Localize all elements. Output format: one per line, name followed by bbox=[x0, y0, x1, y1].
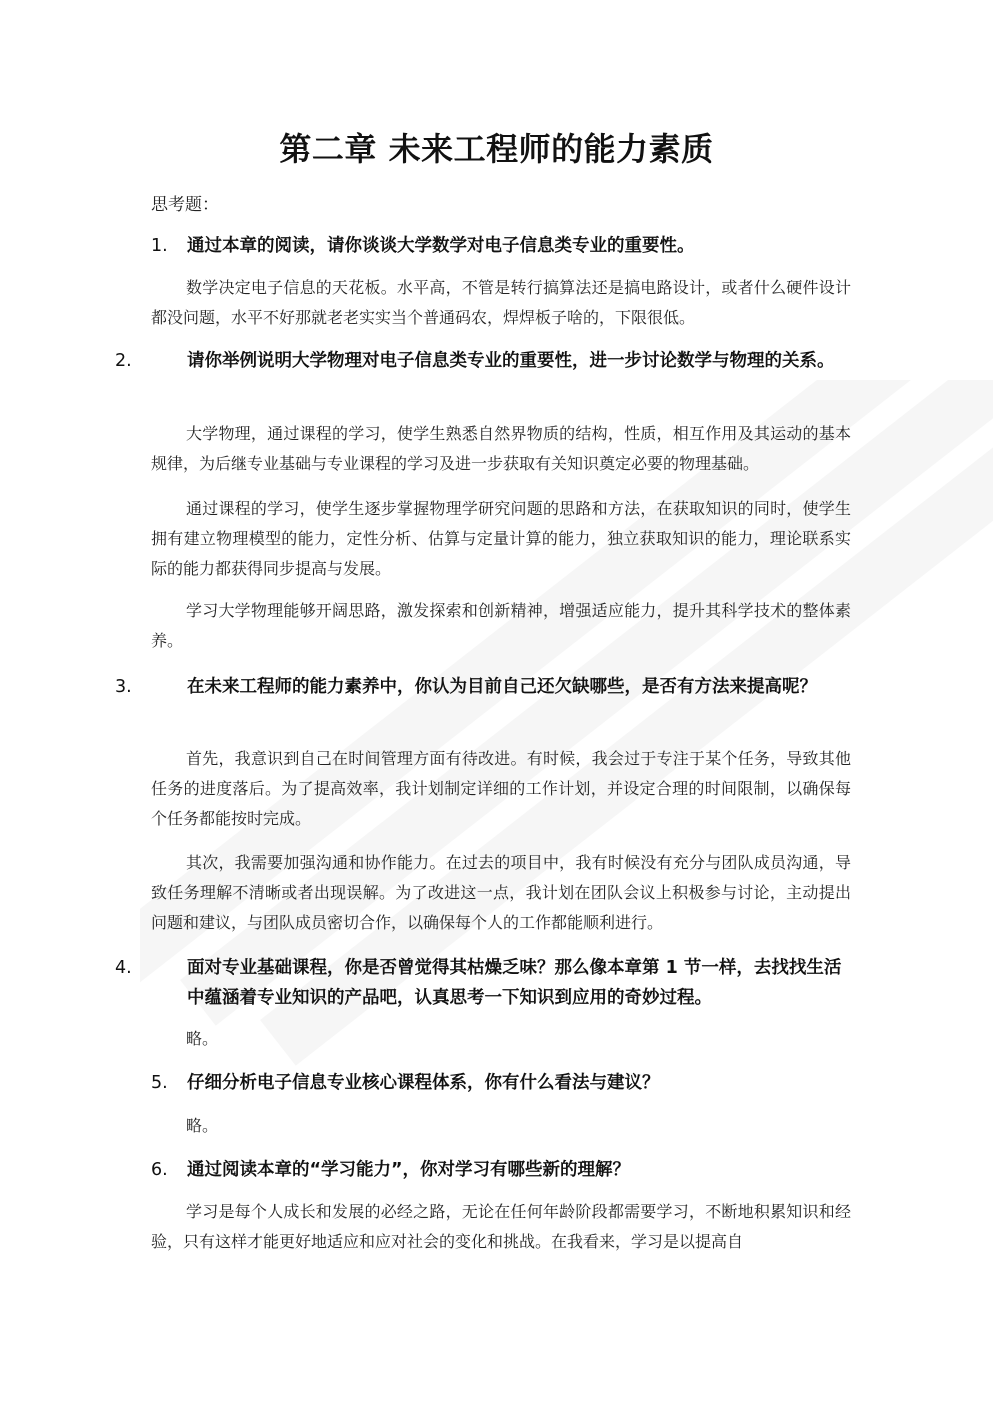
question-number: 6. bbox=[151, 1160, 168, 1180]
question-3 bbox=[115, 672, 851, 702]
answer-paragraph: 学习是每个人成长和发展的必经之路，无论在任何年龄阶段都需要学习，不断地积累知识和经验，只有这样才能更好地适应和应对社会的变化和挑战。在我看来，学习是以提高自 bbox=[151, 1202, 851, 1251]
answer-paragraph: 其次，我需要加强沟通和协作能力。在过去的项目中，我有时候没有充分与团队成员沟通，导致任务理解不清晰或者出现误解。为了改进这一点，我计划在团队会议上积极参与讨论，主动提出问题和建议，与团队成员密切合作，以确保每个人的工作都能顺利进行。 bbox=[151, 853, 851, 932]
question-text: 请你举例说明大学物理对电子信息类专业的重要性，进一步讨论数学与物理的关系。 bbox=[187, 351, 835, 371]
question-4 bbox=[115, 953, 851, 1013]
answer-paragraph: 首先，我意识到自己在时间管理方面有待改进。有时候，我会过于专注于某个任务，导致其他任务的进度落后。为了提高效率，我计划制定详细的工作计划，并设定合理的时间限制，以确保每个任务都能按时完成。 bbox=[151, 749, 851, 828]
answer-paragraph: 大学物理，通过课程的学习，使学生熟悉自然界物质的结构，性质，相互作用及其运动的基本规律，为后继专业基础与专业课程的学习及进一步获取有关知识奠定必要的物理基础。 bbox=[151, 424, 851, 473]
question-text: 通过阅读本章的“学习能力”，你对学习有哪些新的理解？ bbox=[187, 1160, 631, 1180]
question-number: 4. bbox=[115, 958, 132, 978]
question-6 bbox=[151, 1155, 851, 1185]
question-number: 2. bbox=[115, 351, 132, 371]
question-5 bbox=[151, 1068, 851, 1098]
question-number: 1. bbox=[151, 236, 168, 256]
question-2 bbox=[115, 346, 851, 376]
answer-paragraph: 略。 bbox=[186, 1029, 219, 1048]
chapter-title: 第二章 未来工程师的能力素质 bbox=[279, 130, 714, 168]
question-number: 3. bbox=[115, 677, 132, 697]
answer-paragraph: 数学决定电子信息的天花板。水平高，不管是转行搞算法还是搞电路设计，或者什么硬件设计都没问题，水平不好那就老老实实当个普通码农，焊焊板子啥的，下限很低。 bbox=[151, 278, 851, 327]
answer-paragraph: 略。 bbox=[186, 1116, 219, 1135]
question-text: 在未来工程师的能力素养中，你认为目前自己还欠缺哪些，是否有方法来提高呢？ bbox=[187, 677, 817, 697]
answer-paragraph: 学习大学物理能够开阔思路，激发探索和创新精神，增强适应能力，提升其科学技术的整体素养。 bbox=[151, 601, 851, 650]
question-1 bbox=[151, 231, 851, 261]
question-text: 通过本章的阅读，请你谈谈大学数学对电子信息类专业的重要性。 bbox=[187, 236, 695, 256]
answer-paragraph: 通过课程的学习，使学生逐步掌握物理学研究问题的思路和方法，在获取知识的同时，使学生拥有建立物理模型的能力，定性分析、估算与定量计算的能力，独立获取知识的能力，理论联系实际的能力都获得同步提高与发展。 bbox=[151, 499, 851, 578]
question-text: 仔细分析电子信息专业核心课程体系，你有什么看法与建议？ bbox=[187, 1073, 660, 1093]
question-number: 5. bbox=[151, 1073, 168, 1093]
section-label: 思考题： bbox=[151, 195, 219, 215]
question-text: 面对专业基础课程，你是否曾觉得其枯燥乏味？那么像本章第 1 节一样，去找找生活中蕴涵着专业知识的产品吧，认真思考一下知识到应用的奇妙过程。 bbox=[187, 958, 842, 1008]
